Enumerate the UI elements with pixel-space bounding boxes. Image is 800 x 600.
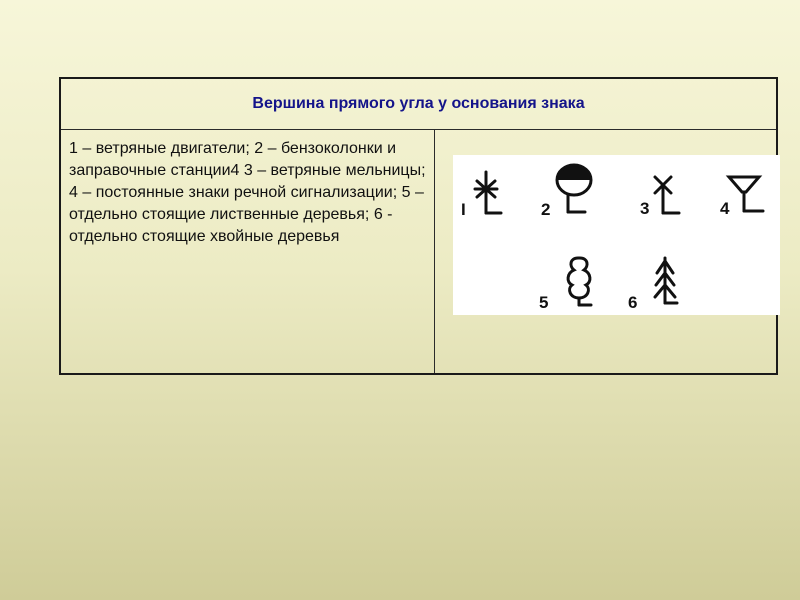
signs-table [59, 77, 778, 375]
windmill-icon [655, 177, 679, 213]
gas-station-icon [557, 165, 591, 212]
signs-drawing [453, 155, 780, 315]
table-header-row [60, 78, 777, 130]
sign-number-3: 3 [640, 199, 650, 218]
signs-image-cell [435, 130, 778, 375]
sign-number-6: 6 [628, 293, 638, 312]
wind-engine-icon [475, 172, 501, 213]
sign-number-5: 5 [539, 293, 549, 312]
sign-number-2: 2 [541, 200, 551, 219]
deciduous-tree-icon [568, 258, 591, 305]
table-title: Вершина прямого угла у основания знака [60, 78, 777, 130]
signs-image-panel [453, 155, 780, 315]
river-signal-icon [729, 177, 763, 211]
signs-description: 1 – ветряные двигатели; 2 – бензоколонки и заправочные станции4 3 – ветряные мельницы; 4 – постоянные знаки речной сигнализации; 5 – отдельно стоящие лиственные деревья; 6 - отдельно стоящие хвойные деревья [60, 130, 435, 375]
coniferous-tree-icon [655, 258, 677, 303]
sign-number-4: 4 [720, 199, 730, 218]
table-body-row [60, 130, 777, 375]
sign-number-1: I [461, 200, 466, 219]
